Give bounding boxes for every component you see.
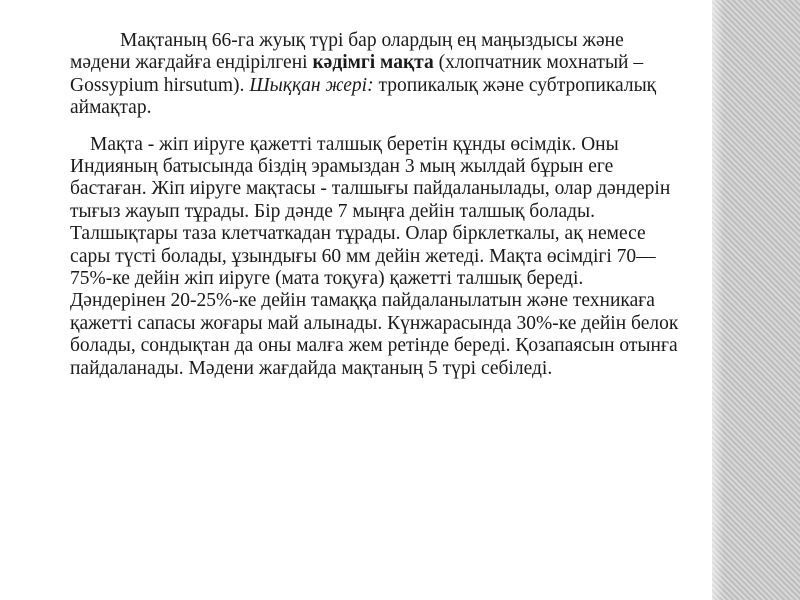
paragraph-description: Мақта - жіп иіруге қажетті талшық беретін құнды өсімдік. Оны Индияның батысында біздің эрамыздан 3 мың жылдай бұрын еге бастаған. Жіп иіруге мақтасы - талшығы пайдаланылады, олар дәндерін тығыз жауып тұрады. Бір дәнде 7 мыңға дейін талшық болады. Талшықтары таза клетчаткадан тұрады. Олар бірклеткалы, ақ немесе сары түсті болады, ұзындығы 60 мм дейін жетеді. Мақта өсімдігі 70—75%-ке дейін жіп иіруге (мата тоқуға) қажетті талшық береді. Дәндерінен 20-25%-ке дейін тамаққа пайдаланылатын және техникаға қажетті сапасы жоғары май алынады. Күнжарасында 30%-ке дейін белок болады, сондықтан да оны малға жем ретінде береді. Қозапаясын отынға пайдаланады. Мәдени жағдайда мақтаның 5 түрі себіледі.	[70, 133, 679, 379]
decorative-side-stripe	[712, 0, 800, 600]
latin-name-text: (хлопчатник мохнатый – Gossypium hirsutum).	[70, 52, 644, 96]
paragraph-intro	[70, 30, 682, 120]
intro-text: Мақтаның 66-га жуық түрі бар олардың ең маңыздысы және мәдени жағдайға ендірілгені	[70, 30, 624, 74]
bold-species-name: кәдімгі мақта	[312, 52, 434, 74]
origin-label: Шыққан жері:	[249, 74, 374, 96]
text-block	[70, 30, 682, 380]
origin-text: тропикалық және субтропикалық аймақтар.	[70, 74, 657, 119]
